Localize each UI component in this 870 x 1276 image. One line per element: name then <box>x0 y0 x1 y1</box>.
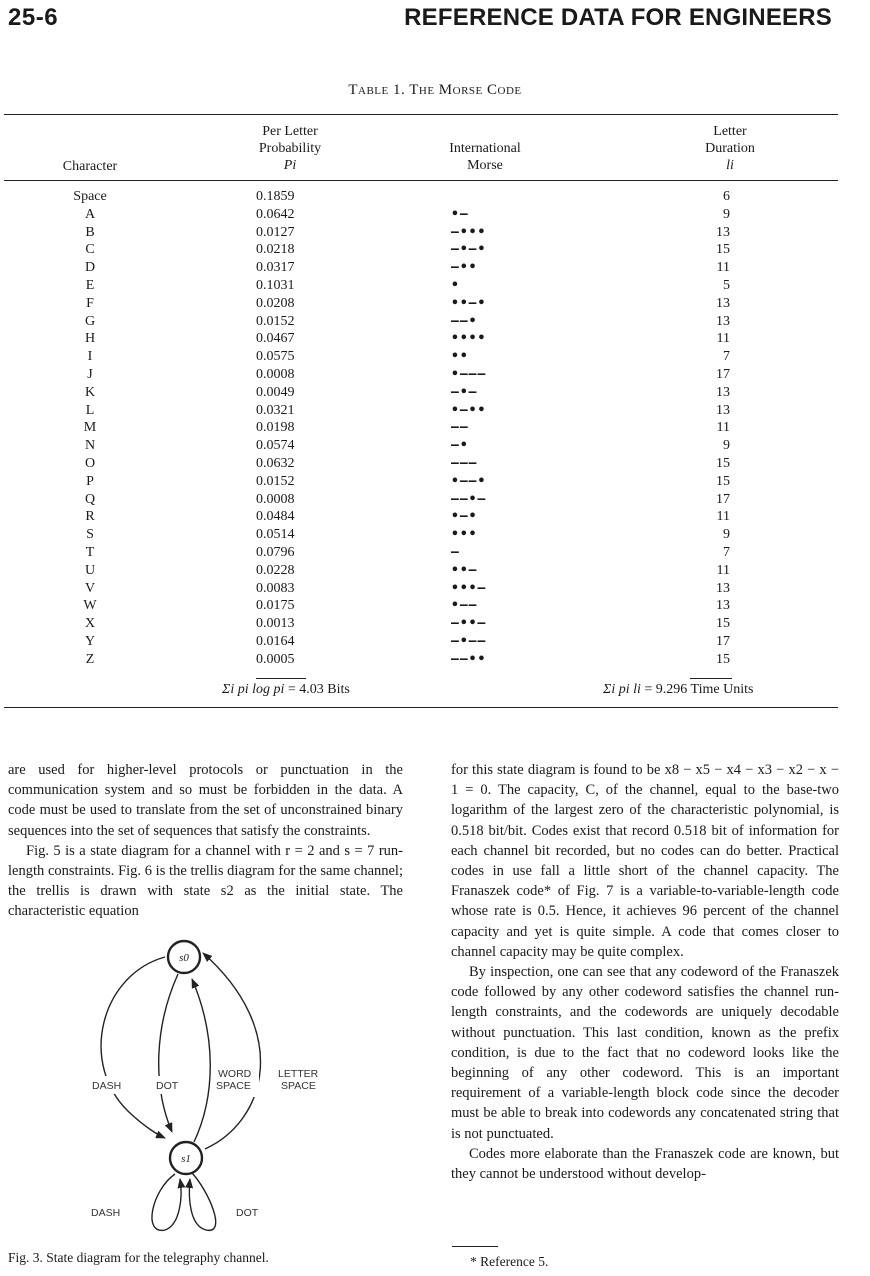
paragraph: for this state diagram is found to be x8 − x5 − x4 − x3 − x2 − x − 1 = 0. The capacity, C, of the channel, equal to the base-two logarithm of the largest zero of the characteristic polynomial, is 0.518 bit/bit. Codes exist that record 0.518 bit of information for each channel bit recorded, but no codes can do better. Practical codes in use fall a little short of the channel capacity. The Franaszek code* of Fig. 7 is a variable-to-variable-length code whose rate is 0.5. Hence, it achieves 96 percent of the channel capacity and yet is quite simple. A code that comes closer to channel capacity may be quite complex. <box>451 762 839 960</box>
morse-cell: •••– <box>451 580 487 596</box>
entropy-sum: Σi pi log pi = 4.03 Bits <box>222 682 350 697</box>
character-cell: W <box>83 598 97 614</box>
duration-cell: 13 <box>716 384 730 400</box>
morse-cell: •• <box>451 349 469 365</box>
table-row <box>0 419 870 437</box>
table-top-rule <box>4 114 838 115</box>
morse-cell: ––•• <box>451 651 487 667</box>
table-row <box>0 348 870 366</box>
right-column <box>451 760 839 1184</box>
morse-cell: –•• <box>451 260 478 276</box>
probability-cell: 0.0152 <box>256 473 295 489</box>
morse-cell: •–– <box>451 598 478 614</box>
character-cell: R <box>85 509 95 525</box>
duration-cell: 11 <box>716 260 730 276</box>
word-space-label-1: WORD <box>218 1068 252 1080</box>
duration-cell: 15 <box>716 651 730 667</box>
table-row <box>0 402 870 420</box>
table-row <box>0 544 870 562</box>
character-cell: D <box>84 260 96 276</box>
morse-cell: –•–• <box>451 242 487 258</box>
paragraph: Fig. 5 is a state diagram for a channel with r = 2 and s = 7 run-length constraints. Fig. 6 is the trellis diagram for the same channel; the trellis is drawn with state s2 as the initial state. The characteristic equation <box>8 842 403 920</box>
table-row <box>0 473 870 491</box>
duration-cell: 11 <box>716 562 730 578</box>
probability-cell: 0.0484 <box>256 509 295 525</box>
morse-cell: •••• <box>451 331 487 347</box>
paragraph: Codes more elaborate than the Franaszek code are known, but they cannot be understood without develop- <box>451 1145 839 1183</box>
character-cell: Space <box>73 189 107 204</box>
dash-label: DASH <box>92 1080 122 1092</box>
character-cell: U <box>84 562 96 578</box>
state-s1-label: s1 <box>181 1153 191 1165</box>
running-title: REFERENCE DATA FOR ENGINEERS <box>404 4 832 31</box>
morse-cell: ––•– <box>451 491 487 507</box>
probability-cell: 0.0321 <box>256 402 295 418</box>
table-row <box>0 597 870 615</box>
probability-cell: 0.0175 <box>256 598 295 614</box>
morse-cell: ––• <box>451 313 478 329</box>
probability-cell: 0.1031 <box>256 277 295 293</box>
character-cell: Y <box>84 633 96 649</box>
table-row <box>0 277 870 295</box>
character-cell: K <box>84 384 96 400</box>
duration-cell: 13 <box>716 313 730 329</box>
probability-cell: 0.0632 <box>256 455 295 471</box>
state-s0-label: s0 <box>179 952 189 964</box>
paragraph: are used for higher-level protocols or punctuation in the communication system and so must be forbidden in the data. A code must be used to translate from the set of unconstrained binary sequences into the set of sequences that satisfy the constraints. <box>8 762 403 839</box>
footnote-rule <box>452 1246 498 1247</box>
probability-cell: 0.0198 <box>256 420 295 436</box>
dot-transition <box>159 974 178 1132</box>
character-cell: Q <box>84 491 96 507</box>
duration-cell: 6 <box>723 189 730 204</box>
morse-cell: •––• <box>451 473 487 489</box>
figure-caption: Fig. 3. State diagram for the telegraphy channel. <box>8 1250 269 1265</box>
probability-cell: 0.0575 <box>256 349 295 365</box>
table-row <box>0 562 870 580</box>
table-row <box>0 313 870 331</box>
character-cell: G <box>84 313 96 329</box>
morse-cell: –– <box>451 420 469 436</box>
character-cell: B <box>85 224 95 240</box>
left-column <box>8 760 403 922</box>
paragraph: By inspection, one can see that any codeword of the Franaszek code followed by any other codeword satisfies the channel run-length constraints, and the codewords are uniquely decodable without punctuation. This last condition, known as the prefix condition, is due to the fact that no codeword looks like the beginning of any other codeword. This is an important requirement of a variable-length block code since the decoder must be able to break into codewords any concatenated string that is not punctuated. <box>451 964 839 1142</box>
morse-cell: •–•• <box>451 402 487 418</box>
morse-cell: ••• <box>451 527 478 543</box>
duration-sum: Σi pi li = 9.296 Time Units <box>603 682 754 697</box>
duration-cell: 13 <box>716 580 730 596</box>
duration-cell: 9 <box>723 438 730 454</box>
probability-cell: 0.0127 <box>256 224 295 240</box>
word-space-label-2: SPACE <box>216 1080 251 1092</box>
character-cell: A <box>84 206 96 222</box>
probability-cell: 0.0008 <box>256 366 295 382</box>
dash-loop <box>152 1174 181 1230</box>
letter-space-transition <box>203 953 260 1149</box>
table-row <box>0 384 870 402</box>
table-row <box>0 206 870 224</box>
probability-cell: 0.0152 <box>256 313 295 329</box>
character-cell: J <box>87 366 93 382</box>
duration-cell: 13 <box>716 295 730 311</box>
probability-cell: 0.0005 <box>256 651 295 667</box>
morse-cell: •–• <box>451 509 478 525</box>
probability-cell: 0.0218 <box>256 242 295 258</box>
header-character: Character <box>62 159 118 174</box>
duration-cell: 13 <box>716 224 730 240</box>
character-cell: V <box>84 580 96 596</box>
morse-table-body <box>0 188 870 669</box>
character-cell: Z <box>85 651 95 667</box>
morse-cell: –••• <box>451 224 487 240</box>
page-number: 25-6 <box>8 4 59 31</box>
duration-cell: 11 <box>716 331 730 347</box>
character-cell: P <box>86 473 94 489</box>
table-row <box>0 633 870 651</box>
duration-sum-rule <box>690 678 732 679</box>
probability-cell: 0.0013 <box>256 616 295 632</box>
duration-cell: 15 <box>716 455 730 471</box>
table-row <box>0 241 870 259</box>
probability-sum-rule <box>256 678 306 679</box>
table-row <box>0 508 870 526</box>
header-bottom-rule <box>4 180 838 181</box>
table-row <box>0 330 870 348</box>
morse-cell: ••– <box>451 562 478 578</box>
duration-cell: 11 <box>716 509 730 525</box>
dash-loop-label: DASH <box>91 1207 121 1219</box>
table-row <box>0 651 870 669</box>
duration-cell: 15 <box>716 242 730 258</box>
header-duration: Letter Duration li <box>705 124 755 173</box>
table-row <box>0 366 870 384</box>
duration-cell: 13 <box>716 402 730 418</box>
character-cell: O <box>84 455 96 471</box>
probability-cell: 0.0796 <box>256 544 295 560</box>
dash-transition <box>101 957 165 1138</box>
dot-label: DOT <box>156 1080 179 1092</box>
morse-cell: –•– <box>451 384 478 400</box>
character-cell: E <box>85 277 95 293</box>
duration-cell: 17 <box>716 366 730 382</box>
word-space-transition <box>192 979 210 1142</box>
probability-cell: 0.0083 <box>256 580 295 596</box>
state-diagram <box>60 935 360 1235</box>
character-cell: H <box>84 331 96 347</box>
probability-cell: 0.0049 <box>256 384 295 400</box>
morse-cell: •––– <box>451 366 487 382</box>
probability-cell: 0.1859 <box>256 189 295 204</box>
duration-cell: 13 <box>716 598 730 614</box>
table-row <box>0 491 870 509</box>
letter-space-label-2: SPACE <box>281 1080 316 1092</box>
probability-cell: 0.0317 <box>256 260 295 276</box>
morse-cell: ••–• <box>451 295 487 311</box>
probability-cell: 0.0467 <box>256 331 295 347</box>
duration-cell: 5 <box>723 277 730 293</box>
character-cell: N <box>84 438 96 454</box>
morse-cell: ––– <box>451 455 478 471</box>
morse-cell: –• <box>451 438 469 454</box>
table-row <box>0 580 870 598</box>
duration-cell: 11 <box>716 420 730 436</box>
probability-cell: 0.0164 <box>256 633 295 649</box>
probability-cell: 0.0228 <box>256 562 295 578</box>
character-cell: S <box>86 527 94 543</box>
table-row <box>0 615 870 633</box>
duration-cell: 9 <box>723 527 730 543</box>
duration-cell: 15 <box>716 616 730 632</box>
table-title: Table 1. The Morse Code <box>348 82 522 98</box>
probability-cell: 0.0514 <box>256 527 295 543</box>
character-cell: C <box>85 242 95 258</box>
morse-cell: – <box>451 544 460 560</box>
probability-cell: 0.0208 <box>256 295 295 311</box>
probability-cell: 0.0574 <box>256 438 295 454</box>
morse-cell: –••– <box>451 616 487 632</box>
duration-cell: 9 <box>723 206 730 222</box>
duration-cell: 7 <box>723 349 730 365</box>
table-row <box>0 188 870 206</box>
duration-cell: 17 <box>716 633 730 649</box>
probability-cell: 0.0642 <box>256 206 295 222</box>
table-bottom-rule <box>4 707 838 708</box>
character-cell: L <box>85 402 95 418</box>
character-cell: F <box>86 295 94 311</box>
dot-loop-label: DOT <box>236 1207 259 1219</box>
character-cell: X <box>84 616 96 632</box>
table-row <box>0 455 870 473</box>
duration-cell: 17 <box>716 491 730 507</box>
duration-cell: 15 <box>716 473 730 489</box>
morse-cell: –•–– <box>451 633 487 649</box>
header-morse: International Morse <box>449 141 521 173</box>
duration-cell: 7 <box>723 544 730 560</box>
probability-cell: 0.0008 <box>256 491 295 507</box>
footnote: * Reference 5. <box>470 1254 549 1269</box>
table-row <box>0 526 870 544</box>
table-row <box>0 437 870 455</box>
character-cell: T <box>85 544 95 560</box>
character-cell: M <box>83 420 97 436</box>
character-cell: I <box>87 349 93 365</box>
table-row <box>0 295 870 313</box>
letter-space-label-1: LETTER <box>278 1068 319 1080</box>
dot-loop <box>189 1173 215 1230</box>
table-row <box>0 224 870 242</box>
table-row <box>0 259 870 277</box>
header-probability: Per Letter Probability Pi <box>258 124 322 173</box>
morse-cell: • <box>451 277 460 293</box>
morse-cell: •– <box>451 206 469 222</box>
